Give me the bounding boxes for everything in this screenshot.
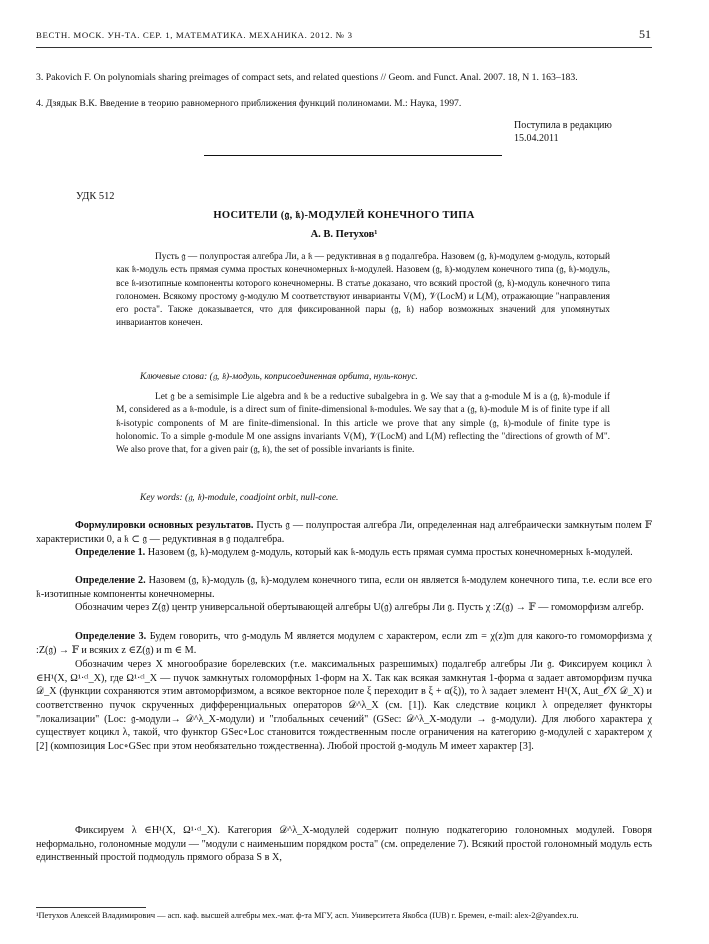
paragraph-holonomic: Фиксируем λ ∈H¹(X, Ω¹·ᶜˡ_X). Категория 𝒟^λ_X-модулей содержит полную подкатегорию голономных модулей. Говоря неформально, голономные модули — "модули с наименьшим порядком роста" (см. определение 7). Всякий простой голономный модуль есть единственный простой подмодуль прямого образа S в X, [36,825,652,864]
abstract-english: Let 𝔤 be a semisimple Lie algebra and 𝔨 be a reductive subalgebra in 𝔤. We say that a 𝔤-module M is a (𝔤, 𝔨)-module if M, considered as a 𝔨-module, is a direct sum of finite-dimensional 𝔨-modules. We say that a (𝔤, 𝔨)-module M is of finite type if all 𝔨-isotypic components of M are finite-dimensional. In this article we prove that any simple (𝔤, 𝔨)-module of finite type is holonomic. To a simple 𝔤-module M one assigns invariants V(M), 𝒱(LocM) and L(M) reflecting the "directions of growth of M". We also prove that, for a given pair (𝔤, 𝔨), the set of possible invariants is finite. [116,392,610,456]
footnote-rule [36,907,146,908]
definition-3-text: Будем говорить, что 𝔤-модуль M является модулем с характером, если zm = χ(z)m для какого-то гомоморфизма χ :Z(𝔤) → 𝔽 и всяких z ∈Z(𝔤) и m ∈ M. [36,631,653,656]
definition-3-heading: Определение 3. [75,631,147,642]
definition-1 [36,546,652,560]
reference-3: 3. Pakovich F. On polynomials sharing preimages of compact sets, and related questions // Geom. and Funct. Anal. 2007. 18, N 1. 163–183. [36,72,578,83]
definition-2-text: Назовем (𝔤, 𝔨)-модуль (𝔤, 𝔨)-модулем конечного типа, если он является 𝔨-модулем конечного типа, т.е. если все его 𝔨-изотипные компоненты конечномерны. [36,575,652,600]
udk-code: УДК 512 [76,191,115,202]
keywords-english: Key words: (𝔤, 𝔨)-module, coadjoint orbit, null-cone. [140,493,339,503]
received-label: Поступила в редакцию [514,120,612,131]
paragraph-text: Пусть 𝔤 — полупростая алгебра Ли, определенная над алгебраически замкнутым полем 𝔽 характеристики 0, а 𝔨 ⊂ 𝔤 — редуктивная в 𝔤 подалгебра. [36,520,652,545]
paragraph-center: Обозначим через Z(𝔤) центр универсальной обертывающей алгебры U(𝔤) алгебры Ли 𝔤. Пусть χ :Z(𝔤) → 𝔽 — гомоморфизм алгебр. [75,602,644,613]
paragraph-borel-variety: Обозначим через X многообразие борелевских (т.е. максимальных разрешимых) подалгебр алгебры Ли 𝔤. Фиксируем коцикл λ ∈H¹(X, Ω¹·ᶜˡ_X), где Ω¹·ᶜˡ_X — пучок замкнутых голоморфных 1-форм на X. Так как всякая замкнутая 1-форма α задает автоморфизм пучка 𝒟_X (функции сохраняются этим автоморфизмом, а всякое векторное поле ξ переходит в ξ + α(ξ)), то λ задает элемент H¹(X, Aut_𝒪X 𝒟_X) и соответственно пучок скрученных дифференциальных операторов 𝒟^λ_X (см. [1]). Как следствие коцикл λ определяет функторы "локализации" (Loc: 𝔤-модули→ 𝒟^λ_X-модули) и "глобальных сечений" (GSec: 𝒟^λ_X-модули → 𝔤-модули). Для любого характера χ существует коцикл λ, такой, что функтор GSec∘Loc становится тождественным после ограничения на категорию 𝔤-модулей с характером χ [2] (композиция Loc∘GSec при этом необязательно тождественна). Любой простой 𝔤-модуль M имеет характер [3]. [36,659,652,752]
article-author: А. В. Петухов¹ [310,229,378,240]
page-number: 51 [639,27,651,41]
definition-2-heading: Определение 2. [75,575,146,586]
author-footnote: ¹Петухов Алексей Владимирович — асп. каф. высшей алгебры мех.-мат. ф-та МГУ, асп. Университета Якобса (IUB) г. Бремен, e-mail: alex-2@yandex.ru. [36,911,579,920]
article-separator [204,155,502,156]
definition-1-text: Назовем (𝔤, 𝔨)-модулем 𝔤-модуль, который как 𝔨-модуль есть прямая сумма простых конечномерных 𝔨-модулей. [145,547,633,558]
paragraph-main-results [36,519,652,546]
running-header: ВЕСТН. МОСК. УН-ТА. СЕР. 1, МАТЕМАТИКА. МЕХАНИКА. 2012. № 3 [36,30,353,40]
abstract-russian: Пусть 𝔤 — полупростая алгебра Ли, а 𝔨 — редуктивная в 𝔤 подалгебра. Назовем (𝔤, 𝔨)-модулем 𝔤-модуль, который как 𝔨-модуль есть прямая сумма простых конечномерных 𝔨-модулей. Назовем (𝔤, 𝔨)-модулем конечного типа (𝔤, 𝔨)-модуль, все 𝔨-изотипные компоненты которого конечномерны. В статье доказано, что всякий простой (𝔤, 𝔨)-модуль конечного типа голономен. Всякому простому 𝔤-модулю M соответствуют инварианты V(M), 𝒱(LocM) и L(M), отражающие "направления его роста". Также доказывается, что для фиксированной пары (𝔤, 𝔨) набор возможных значений для упомянутых инвариантов конечен. [116,252,610,329]
section-heading: Формулировки основных результатов. [75,520,254,531]
article-title: НОСИТЕЛИ (𝔤, 𝔨)-МОДУЛЕЙ КОНЕЧНОГО ТИПА [213,210,475,221]
header-rule [36,47,652,48]
definition-1-heading: Определение 1. [75,547,146,558]
received-note [514,119,612,145]
definition-3 [36,630,652,657]
definition-2 [36,574,652,601]
received-date: 15.04.2011 [514,133,559,144]
keywords-russian: Ключевые слова: (𝔤, 𝔨)-модуль, коприсоединенная орбита, нуль-конус. [140,372,418,382]
reference-4: 4. Дзядык В.К. Введение в теорию равномерного приближения функций полиномами. М.: Наука, 1997. [36,98,462,109]
